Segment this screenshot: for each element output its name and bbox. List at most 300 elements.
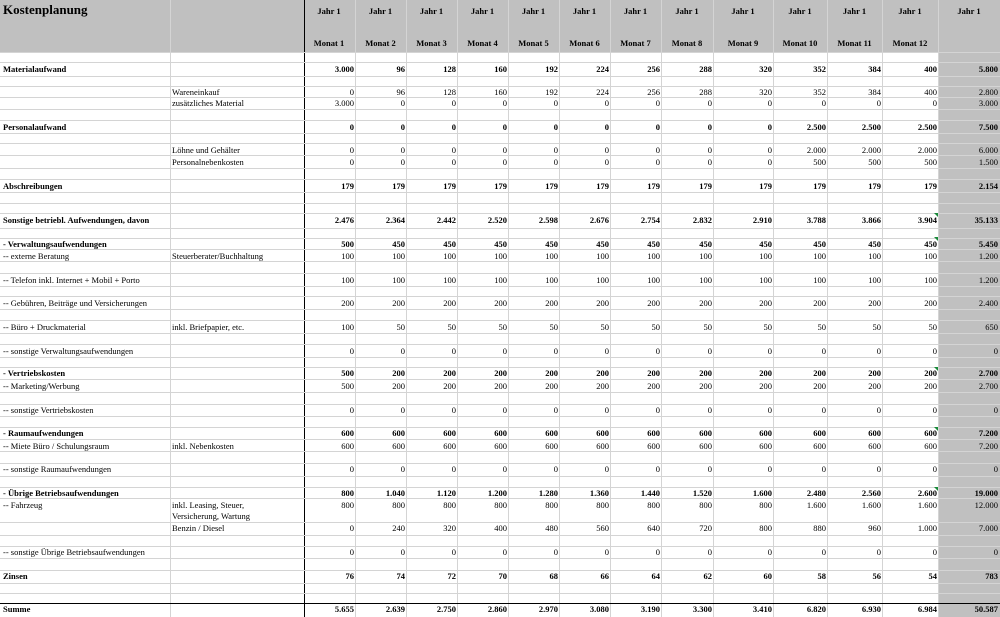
value-cell: 54	[928, 571, 937, 581]
value-cell: 2.750	[436, 604, 456, 614]
year-header: Jahr 1	[368, 6, 393, 16]
value-cell: 450	[545, 239, 558, 249]
value-cell: 0	[553, 547, 558, 557]
row-label: -- Marketing/Werbung	[3, 381, 80, 391]
grid-row-line	[0, 392, 1000, 393]
value-cell: 450	[813, 239, 826, 249]
comment-indicator-icon[interactable]	[934, 213, 938, 217]
grid-row-line	[0, 143, 1000, 144]
value-cell: 0	[707, 547, 712, 557]
grid-row-line	[0, 203, 1000, 204]
value-cell: 100	[647, 275, 660, 285]
value-cell: 0	[767, 98, 772, 108]
value-cell: 0	[767, 405, 772, 415]
grid-row-line	[0, 416, 1000, 417]
value-cell: 0	[451, 145, 456, 155]
grid-row-line	[0, 52, 1000, 53]
value-cell: 100	[699, 275, 712, 285]
year-header: Jahr 1	[521, 6, 546, 16]
value-cell: 200	[924, 298, 937, 308]
value-cell: 288	[699, 87, 712, 97]
value-cell: 0	[349, 87, 354, 97]
value-cell: 3.866	[861, 215, 881, 225]
row-label: Materialaufwand	[3, 64, 67, 74]
value-cell: 600	[341, 428, 354, 438]
value-cell: 1.600	[752, 488, 772, 498]
value-cell: 450	[392, 239, 405, 249]
value-cell: 100	[924, 275, 937, 285]
value-cell: 0	[400, 157, 405, 167]
value-cell: 60	[763, 571, 772, 581]
value-cell: 100	[392, 275, 405, 285]
value-cell: 2.520	[487, 215, 507, 225]
row-sublabel: inkl. Leasing, Steuer,	[172, 500, 245, 510]
value-cell: 288	[699, 64, 712, 74]
value-cell: 1.600	[917, 500, 937, 510]
value-cell: 66	[600, 571, 609, 581]
comment-indicator-icon[interactable]	[934, 237, 938, 241]
value-cell: 0	[932, 346, 937, 356]
value-cell: 0	[655, 346, 660, 356]
value-cell: 0	[604, 98, 609, 108]
value-cell: 0	[604, 405, 609, 415]
row-sublabel: Löhne und Gehälter	[172, 145, 240, 155]
value-cell: 0	[932, 405, 937, 415]
value-cell: 76	[345, 571, 354, 581]
grid-row-line	[0, 133, 1000, 134]
total-cell: 0	[993, 547, 998, 557]
value-cell: 100	[545, 275, 558, 285]
value-cell: 500	[341, 381, 354, 391]
value-cell: 500	[341, 239, 354, 249]
row-label: -- Fahrzeug	[3, 500, 43, 510]
row-label: -- Telefon inkl. Internet + Mobil + Porto	[3, 275, 140, 285]
value-cell: 50	[928, 322, 937, 332]
total-cell: 2.800	[978, 87, 998, 97]
grid-row-line	[0, 439, 1000, 440]
value-cell: 1.120	[436, 488, 456, 498]
value-cell: 600	[813, 428, 826, 438]
value-cell: 500	[813, 157, 826, 167]
value-cell: 0	[553, 98, 558, 108]
value-cell: 100	[341, 322, 354, 332]
total-cell: 5.450	[978, 239, 998, 249]
row-sublabel: Wareneinkauf	[172, 87, 220, 97]
row-label: Personalaufwand	[3, 122, 67, 132]
value-cell: 0	[502, 122, 507, 132]
value-cell: 179	[699, 181, 712, 191]
value-cell: 100	[596, 251, 609, 261]
row-label: -- sonstige Vertriebskosten	[3, 405, 94, 415]
row-label: Summe	[3, 604, 31, 614]
value-cell: 200	[494, 368, 507, 378]
value-cell: 0	[821, 405, 826, 415]
total-cell: 35.133	[974, 215, 998, 225]
total-cell: 19.000	[974, 488, 998, 498]
value-cell: 800	[494, 500, 507, 510]
year-header: Jahr 1	[675, 6, 699, 16]
row-label: - Übrige Betriebsaufwendungen	[3, 488, 119, 498]
value-cell: 200	[813, 298, 826, 308]
value-cell: 2.970	[538, 604, 558, 614]
value-cell: 50	[872, 322, 881, 332]
value-cell: 179	[813, 181, 826, 191]
value-cell: 6.820	[806, 604, 826, 614]
value-cell: 450	[699, 239, 712, 249]
grid-row-line	[0, 558, 1000, 559]
value-cell: 0	[655, 145, 660, 155]
grid-row-line	[0, 76, 1000, 77]
value-cell: 0	[876, 464, 881, 474]
value-cell: 0	[876, 346, 881, 356]
value-cell: 600	[647, 441, 660, 451]
value-cell: 74	[396, 571, 405, 581]
total-cell: 6.000	[978, 145, 998, 155]
value-cell: 600	[868, 428, 881, 438]
value-cell: 2.598	[538, 215, 558, 225]
grid-row-line	[0, 120, 1000, 121]
grid-row-line	[0, 583, 1000, 584]
grid-row-line	[0, 357, 1000, 358]
value-cell: 0	[349, 523, 354, 533]
value-cell: 0	[502, 405, 507, 415]
value-cell: 0	[349, 547, 354, 557]
value-cell: 500	[868, 157, 881, 167]
row-label: -- sonstige Raumaufwendungen	[3, 464, 112, 474]
value-cell: 3.788	[806, 215, 826, 225]
value-cell: 179	[443, 181, 456, 191]
value-cell: 200	[924, 368, 937, 378]
value-cell: 192	[545, 87, 558, 97]
value-cell: 640	[647, 523, 660, 533]
value-cell: 0	[349, 145, 354, 155]
grid-row-line	[0, 109, 1000, 110]
value-cell: 1.280	[538, 488, 558, 498]
sheet-title: Kostenplanung	[3, 2, 88, 17]
value-cell: 0	[502, 145, 507, 155]
row-label: Sonstige betriebl. Aufwendungen, davon	[3, 215, 150, 225]
value-cell: 100	[341, 275, 354, 285]
value-cell: 160	[494, 87, 507, 97]
value-cell: 5.655	[334, 604, 354, 614]
value-cell: 2.860	[487, 604, 507, 614]
grid-row-line	[0, 320, 1000, 321]
value-cell: 192	[545, 64, 558, 74]
value-cell: 2.000	[861, 145, 881, 155]
value-cell: 0	[502, 346, 507, 356]
value-cell: 100	[596, 275, 609, 285]
value-cell: 0	[655, 405, 660, 415]
value-cell: 0	[767, 547, 772, 557]
value-cell: 0	[451, 122, 456, 132]
value-cell: 600	[868, 441, 881, 451]
value-cell: 400	[494, 523, 507, 533]
year-header: Jahr 1	[898, 6, 922, 16]
value-cell: 2.754	[640, 215, 660, 225]
value-cell: 0	[553, 122, 558, 132]
value-cell: 50	[447, 322, 456, 332]
value-cell: 600	[759, 428, 772, 438]
year-header: Jahr 1	[957, 6, 981, 16]
grid-row-line	[0, 535, 1000, 536]
month-header: Monat 11	[837, 38, 872, 48]
month-header: Monat 1	[313, 38, 345, 48]
value-cell: 200	[924, 381, 937, 391]
total-cell: 0	[993, 464, 998, 474]
value-cell: 0	[604, 145, 609, 155]
total-cell: 2.400	[978, 298, 998, 308]
value-cell: 68	[549, 571, 558, 581]
value-cell: 0	[655, 547, 660, 557]
value-cell: 0	[451, 547, 456, 557]
value-cell: 2.600	[917, 488, 937, 498]
value-cell: 2.832	[692, 215, 712, 225]
value-cell: 0	[707, 122, 712, 132]
month-header: Monat 12	[892, 38, 928, 48]
value-cell: 100	[443, 251, 456, 261]
value-cell: 880	[813, 523, 826, 533]
value-cell: 800	[341, 488, 354, 498]
value-cell: 600	[596, 428, 609, 438]
grid-row-line	[0, 296, 1000, 297]
row-sublabel: inkl. Nebenkosten	[172, 441, 234, 451]
value-cell: 0	[655, 157, 660, 167]
value-cell: 0	[707, 145, 712, 155]
grid-row-line	[0, 593, 1000, 594]
value-cell: 200	[759, 381, 772, 391]
value-cell: 179	[545, 181, 558, 191]
value-cell: 0	[707, 346, 712, 356]
value-cell: 480	[545, 523, 558, 533]
value-cell: 200	[494, 381, 507, 391]
value-cell: 200	[596, 368, 609, 378]
value-cell: 0	[349, 346, 354, 356]
row-label: -- Gebühren, Beiträge und Versicherungen	[3, 298, 148, 308]
value-cell: 2.639	[385, 604, 405, 614]
total-cell: 1.200	[978, 275, 998, 285]
value-cell: 100	[813, 251, 826, 261]
grid-row-line	[0, 228, 1000, 229]
total-cell: 7.000	[978, 523, 998, 533]
value-cell: 600	[647, 428, 660, 438]
value-cell: 560	[596, 523, 609, 533]
value-cell: 100	[868, 275, 881, 285]
value-cell: 100	[647, 251, 660, 261]
value-cell: 0	[451, 346, 456, 356]
year-header: Jahr 1	[572, 6, 597, 16]
value-cell: 0	[604, 464, 609, 474]
value-cell: 800	[392, 500, 405, 510]
value-cell: 600	[443, 441, 456, 451]
year-header: Jahr 1	[842, 6, 867, 16]
value-cell: 0	[821, 547, 826, 557]
value-cell: 3.300	[692, 604, 712, 614]
value-cell: 1.600	[806, 500, 826, 510]
grid-row-line	[0, 273, 1000, 274]
value-cell: 200	[868, 298, 881, 308]
grid-row-line	[0, 476, 1000, 477]
value-cell: 0	[502, 98, 507, 108]
value-cell: 100	[545, 251, 558, 261]
total-cell: 0	[993, 405, 998, 415]
value-cell: 800	[759, 500, 772, 510]
value-cell: 2.476	[334, 215, 354, 225]
total-cell: 1.200	[978, 251, 998, 261]
total-cell: 650	[985, 322, 998, 332]
value-cell: 0	[451, 464, 456, 474]
value-cell: 0	[502, 547, 507, 557]
value-cell: 224	[596, 64, 609, 74]
value-cell: 50	[600, 322, 609, 332]
year-header: Jahr 1	[419, 6, 444, 16]
value-cell: 3.190	[640, 604, 660, 614]
value-cell: 400	[924, 64, 937, 74]
value-cell: 0	[553, 157, 558, 167]
value-cell: 200	[443, 368, 456, 378]
value-cell: 3.904	[917, 215, 937, 225]
value-cell: 0	[932, 98, 937, 108]
row-label: -- externe Beratung	[3, 251, 70, 261]
value-cell: 2.500	[806, 122, 826, 132]
month-header: Monat 9	[727, 38, 759, 48]
value-cell: 800	[596, 500, 609, 510]
value-cell: 600	[392, 428, 405, 438]
value-cell: 0	[767, 346, 772, 356]
value-cell: 200	[494, 298, 507, 308]
value-cell: 600	[494, 441, 507, 451]
value-cell: 2.442	[436, 215, 456, 225]
value-cell: 2.676	[589, 215, 609, 225]
year-header: Jahr 1	[788, 6, 812, 16]
value-cell: 0	[349, 122, 354, 132]
value-cell: 0	[604, 346, 609, 356]
total-cell: 2.700	[978, 381, 998, 391]
value-cell: 0	[400, 98, 405, 108]
row-sublabel: zusätzliches Material	[172, 98, 244, 108]
value-cell: 200	[392, 368, 405, 378]
grid-row-line	[0, 344, 1000, 345]
value-cell: 0	[707, 405, 712, 415]
value-cell: 500	[341, 368, 354, 378]
value-cell: 0	[655, 464, 660, 474]
value-cell: 200	[868, 368, 881, 378]
value-cell: 1.360	[589, 488, 609, 498]
value-cell: 200	[545, 368, 558, 378]
value-cell: 200	[699, 298, 712, 308]
value-cell: 200	[341, 298, 354, 308]
value-cell: 3.080	[589, 604, 609, 614]
total-cell: 50.587	[974, 604, 998, 614]
comment-indicator-icon[interactable]	[934, 367, 938, 371]
value-cell: 384	[868, 87, 881, 97]
comment-indicator-icon[interactable]	[934, 487, 938, 491]
value-cell: 600	[443, 428, 456, 438]
year-header: Jahr 1	[623, 6, 648, 16]
value-cell: 0	[502, 157, 507, 167]
value-cell: 179	[924, 181, 937, 191]
grid-row-line	[0, 286, 1000, 287]
value-cell: 450	[443, 239, 456, 249]
value-cell: 50	[651, 322, 660, 332]
value-cell: 2.910	[752, 215, 772, 225]
value-cell: 64	[651, 571, 660, 581]
value-cell: 720	[699, 523, 712, 533]
value-cell: 256	[647, 87, 660, 97]
value-cell: 50	[817, 322, 826, 332]
value-cell: 179	[759, 181, 772, 191]
value-cell: 600	[392, 441, 405, 451]
value-cell: 0	[553, 145, 558, 155]
comment-indicator-icon[interactable]	[934, 427, 938, 431]
grid-row-line	[0, 179, 1000, 180]
total-cell: 0	[993, 346, 998, 356]
value-cell: 58	[817, 571, 826, 581]
value-cell: 0	[400, 145, 405, 155]
value-cell: 0	[400, 547, 405, 557]
month-header: Monat 10	[782, 38, 818, 48]
grid-row-line	[0, 213, 1000, 214]
value-cell: 100	[392, 251, 405, 261]
value-cell: 0	[604, 547, 609, 557]
value-cell: 128	[443, 87, 456, 97]
value-cell: 200	[647, 298, 660, 308]
value-cell: 100	[759, 275, 772, 285]
total-cell: 7.200	[978, 441, 998, 451]
value-cell: 0	[767, 157, 772, 167]
row-sublabel: Steuerberater/Buchhaltung	[172, 251, 264, 261]
value-cell: 450	[494, 239, 507, 249]
value-cell: 600	[924, 428, 937, 438]
year-header: Jahr 1	[470, 6, 495, 16]
value-cell: 0	[451, 157, 456, 167]
value-cell: 50	[498, 322, 507, 332]
value-cell: 200	[596, 381, 609, 391]
value-cell: 179	[868, 181, 881, 191]
value-cell: 100	[494, 251, 507, 261]
value-cell: 0	[349, 405, 354, 415]
value-cell: 179	[341, 181, 354, 191]
value-cell: 200	[545, 381, 558, 391]
row-label: - Vertriebskosten	[3, 368, 66, 378]
value-cell: 0	[451, 405, 456, 415]
value-cell: 160	[494, 64, 507, 74]
value-cell: 800	[699, 500, 712, 510]
value-cell: 0	[604, 122, 609, 132]
value-cell: 0	[604, 157, 609, 167]
value-cell: 100	[494, 275, 507, 285]
value-cell: 320	[443, 523, 456, 533]
value-cell: 600	[596, 441, 609, 451]
value-cell: 200	[647, 368, 660, 378]
value-cell: 1.200	[487, 488, 507, 498]
value-cell: 600	[494, 428, 507, 438]
value-cell: 179	[647, 181, 660, 191]
grid-row-line	[0, 62, 1000, 63]
value-cell: 450	[596, 239, 609, 249]
value-cell: 600	[924, 441, 937, 451]
grid-row-line	[0, 168, 1000, 169]
value-cell: 0	[707, 157, 712, 167]
value-cell: 800	[341, 500, 354, 510]
month-header: Monat 6	[569, 38, 600, 48]
value-cell: 0	[655, 98, 660, 108]
year-header: Jahr 1	[317, 6, 341, 16]
row-label: Zinsen	[3, 571, 28, 581]
value-cell: 200	[392, 381, 405, 391]
value-cell: 800	[443, 500, 456, 510]
value-cell: 96	[396, 87, 405, 97]
grid-row-line	[0, 379, 1000, 380]
